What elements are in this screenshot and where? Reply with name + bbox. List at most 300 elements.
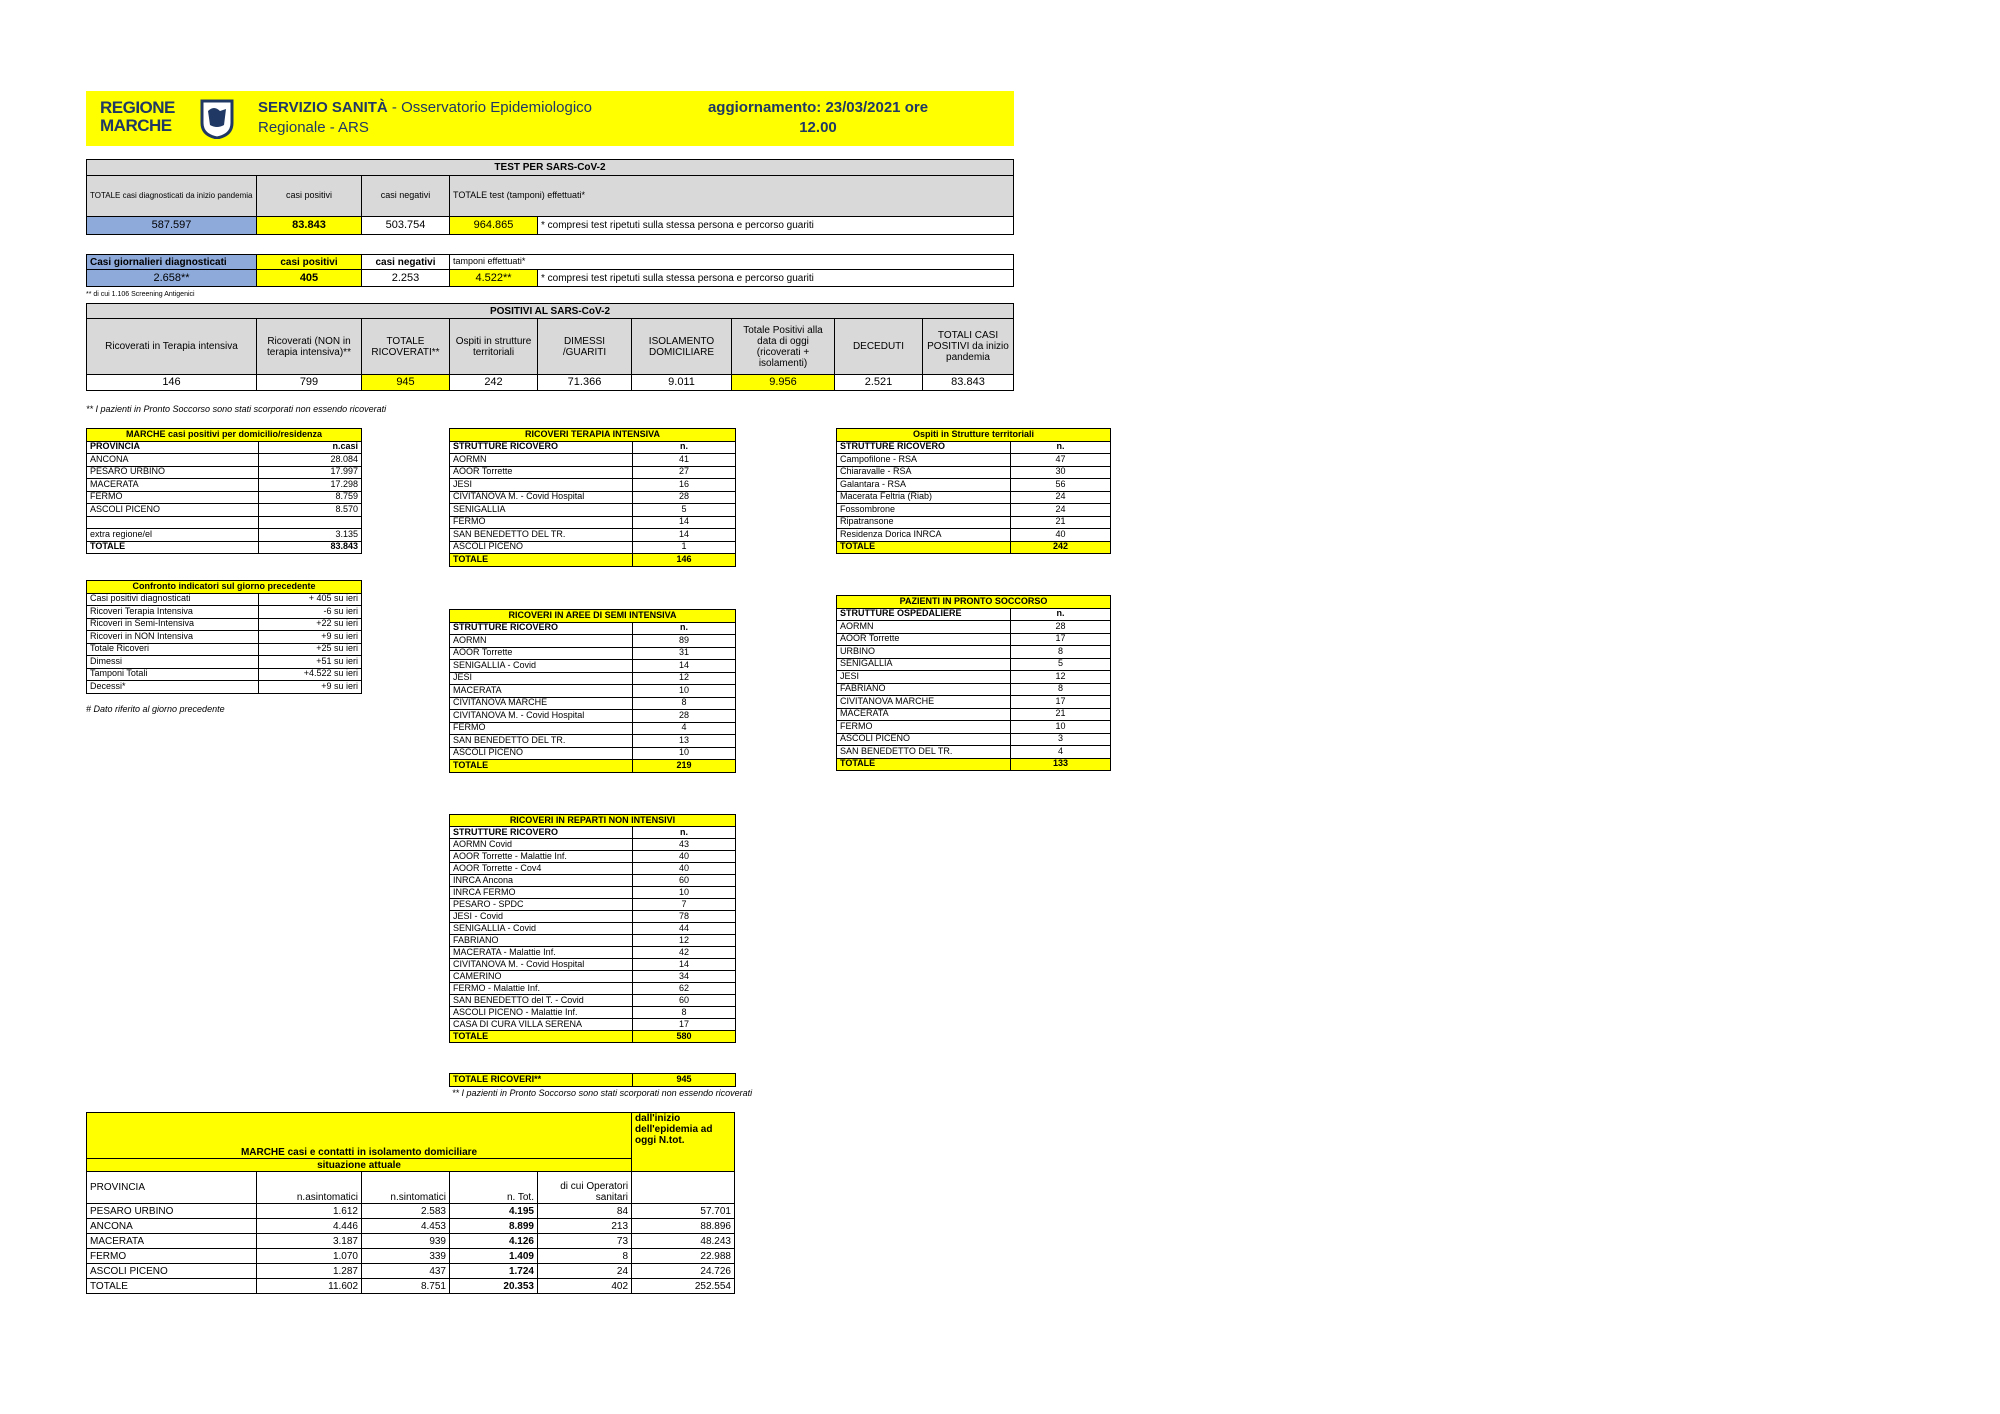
table-row <box>450 454 736 467</box>
ospiti-header-val: n. <box>1011 441 1111 454</box>
positivi-value: 146 <box>87 375 257 391</box>
row-name: AOOR Torrette <box>450 466 633 479</box>
row-name: JESI - Covid <box>450 911 633 923</box>
table-row <box>450 504 736 517</box>
table-row <box>87 516 362 529</box>
test-value-neg: 503.754 <box>362 217 450 235</box>
row-name: MACERATA <box>450 685 633 698</box>
row-value <box>259 516 362 529</box>
row-name: FERMO <box>87 491 259 504</box>
table-row <box>837 658 1111 671</box>
row-name: ANCONA <box>87 454 259 467</box>
table-row <box>450 851 736 863</box>
table-row-total <box>837 541 1111 554</box>
total-label: TOTALE <box>87 1279 257 1294</box>
row-tot: 8.899 <box>450 1219 538 1234</box>
row-value: 4 <box>1011 746 1111 759</box>
iso-header-blank <box>632 1172 735 1204</box>
province-title: MARCHE casi positivi per domicilio/residenza <box>87 429 362 442</box>
table-row <box>87 479 362 492</box>
total-label: TOTALE <box>837 758 1011 771</box>
row-tot: 1.409 <box>450 1249 538 1264</box>
total-value: 133 <box>1011 758 1111 771</box>
row-name: AOOR Torrette <box>450 647 633 660</box>
table-row-total <box>837 758 1111 771</box>
table-row <box>837 683 1111 696</box>
row-name: SENIGALLIA <box>837 658 1011 671</box>
daily-value-neg: 2.253 <box>362 270 450 287</box>
row-name: SENIGALLIA - Covid <box>450 923 633 935</box>
row-name: CIVITANOVA MARCHE <box>450 697 633 710</box>
positivi-header: Ospiti in strutture territoriali <box>450 319 538 375</box>
row-value: 12 <box>633 672 736 685</box>
row-value: 8 <box>1011 646 1111 659</box>
positivi-value: 83.843 <box>923 375 1014 391</box>
total-label: TOTALE <box>450 554 633 567</box>
table-row <box>87 1219 735 1234</box>
total-value: 83.843 <box>259 541 362 554</box>
positivi-header: Ricoverati (NON in terapia intensiva)** <box>257 319 362 375</box>
table-row <box>87 466 362 479</box>
row-name: JESI <box>837 671 1011 684</box>
test-header-total: TOTALE casi diagnosticati da inizio pandemia <box>87 176 257 217</box>
row-value: 40 <box>633 863 736 875</box>
table-row <box>87 631 362 644</box>
row-value: 30 <box>1011 466 1111 479</box>
row-value: 28 <box>633 710 736 723</box>
test-header-tamponi: TOTALE test (tamponi) effettuati* <box>450 176 1014 217</box>
table-row <box>450 541 736 554</box>
row-name: SAN BENEDETTO del T. - Covid <box>450 995 633 1007</box>
row-name: ASCOLI PICENO <box>450 541 633 554</box>
positivi-value-row <box>87 375 1014 391</box>
table-row <box>87 618 362 631</box>
row-value: 89 <box>633 635 736 648</box>
table-row-total <box>450 760 736 773</box>
table-row <box>837 454 1111 467</box>
row-asint: 1.070 <box>257 1249 362 1264</box>
row-name: PESARO - SPDC <box>450 899 633 911</box>
row-value: 10 <box>633 747 736 760</box>
row-value: 14 <box>633 516 736 529</box>
row-name: AOOR Torrette - Malattie Inf. <box>450 851 633 863</box>
total-tot: 20.353 <box>450 1279 538 1294</box>
row-value: 41 <box>633 454 736 467</box>
row-name: ASCOLI PICENO <box>450 747 633 760</box>
row-value: 5 <box>1011 658 1111 671</box>
row-name: Ripatransone <box>837 516 1011 529</box>
nonint-title: RICOVERI IN REPARTI NON INTENSIVI <box>450 815 736 827</box>
semi-table <box>449 609 736 773</box>
test-value-total: 587.597 <box>87 217 257 235</box>
table-row <box>450 863 736 875</box>
table-row <box>87 1204 735 1219</box>
row-name: PESARO URBINO <box>87 466 259 479</box>
table-row <box>87 491 362 504</box>
row-value: 17.298 <box>259 479 362 492</box>
positivi-header: DIMESSI /GUARITI <box>538 319 632 375</box>
row-name: Fossombrone <box>837 504 1011 517</box>
update-timestamp <box>668 98 968 138</box>
table-row <box>450 983 736 995</box>
table-row <box>450 935 736 947</box>
row-value: 42 <box>633 947 736 959</box>
table-row <box>450 672 736 685</box>
total-asint: 11.602 <box>257 1279 362 1294</box>
table-row <box>87 529 362 542</box>
row-value: +9 su ieri <box>259 681 362 694</box>
table-row-total <box>87 1279 735 1294</box>
table-row <box>837 708 1111 721</box>
logo-line-2: MARCHE <box>100 116 172 135</box>
table-row <box>87 1234 735 1249</box>
shield-icon <box>200 99 234 139</box>
total-value: 580 <box>633 1031 736 1043</box>
row-value: 27 <box>633 466 736 479</box>
row-name: CASA DI CURA VILLA SERENA <box>450 1019 633 1031</box>
total-value: 219 <box>633 760 736 773</box>
table-row <box>450 995 736 1007</box>
table-row <box>450 747 736 760</box>
row-value: 34 <box>633 971 736 983</box>
row-name: CIVITANOVA M. - Covid Hospital <box>450 959 633 971</box>
test-header-pos: casi positivi <box>257 176 362 217</box>
total-label: TOTALE <box>87 541 259 554</box>
row-value: 28 <box>633 491 736 504</box>
table-row <box>450 710 736 723</box>
table-row <box>450 635 736 648</box>
row-name: AORMN <box>450 635 633 648</box>
row-op: 213 <box>538 1219 632 1234</box>
semi-header-val: n. <box>633 622 736 635</box>
iso-subtitle: situazione attuale <box>87 1159 632 1172</box>
row-sint: 2.583 <box>362 1204 450 1219</box>
header-title <box>258 98 648 138</box>
row-name: ASCOLI PICENO - Malattie Inf. <box>450 1007 633 1019</box>
row-value: -6 su ieri <box>259 606 362 619</box>
row-name: JESI <box>450 672 633 685</box>
row-value: +4.522 su ieri <box>259 668 362 681</box>
row-name: CAMERINO <box>450 971 633 983</box>
row-name: Ricoveri Terapia Intensiva <box>87 606 259 619</box>
total-value: 242 <box>1011 541 1111 554</box>
row-value: 56 <box>1011 479 1111 492</box>
province-header-name: PROVINCIA <box>87 441 259 454</box>
iso-header-prov: PROVINCIA <box>87 1172 257 1204</box>
row-name: Totale Ricoveri <box>87 643 259 656</box>
total-value: 146 <box>633 554 736 567</box>
total-label: TOTALE <box>450 1031 633 1043</box>
row-name: SAN BENEDETTO DEL TR. <box>837 746 1011 759</box>
ti-header-name: STRUTTURE RICOVERO <box>450 441 633 454</box>
row-value: 16 <box>633 479 736 492</box>
row-name: FERMO <box>87 1249 257 1264</box>
daily-header-neg: casi negativi <box>362 255 450 270</box>
table-row <box>837 529 1111 542</box>
row-name: Residenza Dorica INRCA <box>837 529 1011 542</box>
row-value: 17 <box>1011 696 1111 709</box>
row-name: AOOR Torrette <box>837 633 1011 646</box>
row-asint: 1.287 <box>257 1264 362 1279</box>
test-value-pos: 83.843 <box>257 217 362 235</box>
row-value: 43 <box>633 839 736 851</box>
row-all: 24.726 <box>632 1264 735 1279</box>
table-row <box>450 660 736 673</box>
row-name: Dimessi <box>87 656 259 669</box>
row-value: 60 <box>633 995 736 1007</box>
nonint-table <box>449 814 736 1043</box>
daily-header-tamponi: tamponi effettuati* <box>450 255 1014 270</box>
positivi-note: ** I pazienti in Pronto Soccorso sono stati scorporati non essendo ricoverati <box>86 404 387 414</box>
row-name: FABRIANO <box>837 683 1011 696</box>
row-value: 10 <box>1011 721 1111 734</box>
row-value: 14 <box>633 959 736 971</box>
row-name: Galantara - RSA <box>837 479 1011 492</box>
row-all: 22.988 <box>632 1249 735 1264</box>
row-value: 3.135 <box>259 529 362 542</box>
positivi-header: TOTALI CASI POSITIVI da inizio pandemia <box>923 319 1014 375</box>
ospiti-table <box>836 428 1111 554</box>
update-line-1: aggiornamento: 23/03/2021 ore <box>707 99 929 116</box>
table-row <box>450 647 736 660</box>
row-value: + 405 su ieri <box>259 593 362 606</box>
row-name: AORMN <box>450 454 633 467</box>
table-row <box>837 696 1111 709</box>
row-value: 17 <box>1011 633 1111 646</box>
table-row <box>837 491 1111 504</box>
positivi-title: POSITIVI AL SARS-CoV-2 <box>87 304 1014 319</box>
row-value: 62 <box>633 983 736 995</box>
table-row <box>87 1264 735 1279</box>
table-row <box>450 479 736 492</box>
daily-header-pos: casi positivi <box>257 255 362 270</box>
row-name: Ricoveri in Semi-Intensiva <box>87 618 259 631</box>
confronto-table <box>86 580 362 694</box>
daily-note: * compresi test ripetuti sulla stessa persona e percorso guariti <box>538 270 1014 287</box>
semi-header-name: STRUTTURE RICOVERO <box>450 622 633 635</box>
row-value: 24 <box>1011 504 1111 517</box>
row-name: FERMO <box>450 722 633 735</box>
row-name: AORMN <box>837 621 1011 634</box>
ti-title: RICOVERI TERAPIA INTENSIVA <box>450 429 736 442</box>
row-name: SENIGALLIA <box>450 504 633 517</box>
header-banner <box>86 91 1014 146</box>
row-value: 17 <box>633 1019 736 1031</box>
table-row <box>87 668 362 681</box>
row-value: 14 <box>633 529 736 542</box>
table-row <box>87 606 362 619</box>
row-name: Ricoveri in NON Intensiva <box>87 631 259 644</box>
daily-value-tamponi: 4.522** <box>450 270 538 287</box>
table-row <box>450 887 736 899</box>
row-value: 12 <box>1011 671 1111 684</box>
ps-title: PAZIENTI IN PRONTO SOCCORSO <box>837 596 1111 609</box>
ti-header-val: n. <box>633 441 736 454</box>
table-row <box>450 947 736 959</box>
row-asint: 3.187 <box>257 1234 362 1249</box>
row-value: 21 <box>1011 708 1111 721</box>
row-tot: 1.724 <box>450 1264 538 1279</box>
row-value: 10 <box>633 887 736 899</box>
table-row <box>87 593 362 606</box>
row-value: 31 <box>633 647 736 660</box>
row-value: 10 <box>633 685 736 698</box>
table-row <box>450 529 736 542</box>
total-label: TOTALE <box>450 760 633 773</box>
total-all: 252.554 <box>632 1279 735 1294</box>
test-note: * compresi test ripetuti sulla stessa persona e percorso guariti <box>538 217 1014 235</box>
row-value: +51 su ieri <box>259 656 362 669</box>
row-name: FERMO <box>450 516 633 529</box>
row-value: 8 <box>633 1007 736 1019</box>
row-name: CIVITANOVA MARCHE <box>837 696 1011 709</box>
table-row <box>87 454 362 467</box>
table-row <box>837 646 1111 659</box>
table-row <box>450 959 736 971</box>
row-name: SENIGALLIA - Covid <box>450 660 633 673</box>
ospiti-header-name: STRUTTURE RICOVERO <box>837 441 1011 454</box>
ospiti-title: Ospiti in Strutture territoriali <box>837 429 1111 442</box>
table-row <box>837 504 1111 517</box>
row-value: +9 su ieri <box>259 631 362 644</box>
total-sint: 8.751 <box>362 1279 450 1294</box>
iso-table <box>86 1112 735 1294</box>
positivi-header-row <box>87 319 1014 375</box>
row-value: 3 <box>1011 733 1111 746</box>
row-all: 88.896 <box>632 1219 735 1234</box>
table-row <box>450 1019 736 1031</box>
confronto-title: Confronto indicatori sul giorno precedente <box>87 581 362 594</box>
positivi-header: TOTALE RICOVERATI** <box>362 319 450 375</box>
table-row <box>87 643 362 656</box>
row-op: 73 <box>538 1234 632 1249</box>
table-row <box>837 746 1111 759</box>
row-name: PESARO URBINO <box>87 1204 257 1219</box>
row-name <box>87 516 259 529</box>
daily-value-pos: 405 <box>257 270 362 287</box>
iso-title: MARCHE casi e contatti in isolamento domiciliare <box>87 1113 632 1159</box>
iso-side-header: dall'inizio dell'epidemia ad oggi N.tot. <box>632 1113 735 1172</box>
table-row <box>837 466 1111 479</box>
logo-line-1: REGIONE <box>100 98 175 117</box>
positivi-header: ISOLAMENTO DOMICILIARE <box>632 319 732 375</box>
row-name: ASCOLI PICENO <box>837 733 1011 746</box>
test-header-neg: casi negativi <box>362 176 450 217</box>
row-value: 17.997 <box>259 466 362 479</box>
row-name: AORMN Covid <box>450 839 633 851</box>
row-value: 7 <box>633 899 736 911</box>
table-row <box>450 923 736 935</box>
row-value: 8.759 <box>259 491 362 504</box>
row-name: MACERATA - Malattie Inf. <box>450 947 633 959</box>
iso-header-tot: n. Tot. <box>450 1172 538 1204</box>
table-row <box>87 656 362 669</box>
row-name: ANCONA <box>87 1219 257 1234</box>
positivi-table <box>86 303 1014 391</box>
update-line-2: 12.00 <box>799 119 837 136</box>
ps-header-name: STRUTTURE OSPEDALIERE <box>837 608 1011 621</box>
total-label: TOTALE <box>837 541 1011 554</box>
row-name: JESI <box>450 479 633 492</box>
ti-table <box>449 428 736 567</box>
row-name: CIVITANOVA M. - Covid Hospital <box>450 710 633 723</box>
positivi-header: Totale Positivi alla data di oggi (ricoverati + isolamenti) <box>732 319 835 375</box>
table-row <box>837 733 1111 746</box>
row-name: AOOR Torrette - Cov4 <box>450 863 633 875</box>
row-name: INRCA Ancona <box>450 875 633 887</box>
row-name: ASCOLI PICENO <box>87 1264 257 1279</box>
table-row <box>450 911 736 923</box>
table-row <box>450 466 736 479</box>
row-name: URBINO <box>837 646 1011 659</box>
confronto-note: # Dato riferito al giorno precedente <box>86 704 225 714</box>
row-op: 84 <box>538 1204 632 1219</box>
header-title-rest: - Osservatorio Epidemiologico <box>387 99 593 116</box>
table-row <box>450 971 736 983</box>
row-value: 60 <box>633 875 736 887</box>
daily-footnote: ** di cui 1.106 Screening Antigenici <box>86 291 195 298</box>
row-op: 8 <box>538 1249 632 1264</box>
table-row <box>837 621 1111 634</box>
table-row <box>450 875 736 887</box>
table-row <box>87 504 362 517</box>
table-row <box>837 479 1111 492</box>
positivi-value: 9.956 <box>732 375 835 391</box>
province-header-val: n.casi <box>259 441 362 454</box>
row-name: CIVITANOVA M. - Covid Hospital <box>450 491 633 504</box>
table-row <box>87 1249 735 1264</box>
row-name: Macerata Feltria (Riab) <box>837 491 1011 504</box>
row-value: 12 <box>633 935 736 947</box>
row-value: 28 <box>1011 621 1111 634</box>
semi-title: RICOVERI IN AREE DI SEMI INTENSIVA <box>450 610 736 623</box>
totric-note: ** I pazienti in Pronto Soccorso sono stati scorporati non essendo ricoverati <box>452 1088 753 1098</box>
totric-table <box>449 1073 736 1087</box>
positivi-value: 71.366 <box>538 375 632 391</box>
iso-header-asint: n.asintomatici <box>257 1172 362 1204</box>
row-tot: 4.195 <box>450 1204 538 1219</box>
test-table <box>86 159 1014 235</box>
table-row-total <box>87 541 362 554</box>
row-value: 8 <box>1011 683 1111 696</box>
row-sint: 4.453 <box>362 1219 450 1234</box>
positivi-value: 9.011 <box>632 375 732 391</box>
row-name: FERMO <box>837 721 1011 734</box>
row-value: 78 <box>633 911 736 923</box>
ps-header-val: n. <box>1011 608 1111 621</box>
row-value: 1 <box>633 541 736 554</box>
header-title-line2: Regionale - ARS <box>258 119 369 136</box>
nonint-header-val: n. <box>633 827 736 839</box>
row-name: SAN BENEDETTO DEL TR. <box>450 735 633 748</box>
totric-value: 945 <box>633 1074 736 1087</box>
table-row-total <box>450 554 736 567</box>
table-row <box>837 721 1111 734</box>
row-tot: 4.126 <box>450 1234 538 1249</box>
table-row <box>450 899 736 911</box>
table-row <box>837 671 1111 684</box>
table-row <box>450 685 736 698</box>
row-name: MACERATA <box>87 1234 257 1249</box>
table-row <box>450 722 736 735</box>
row-name: Campofilone - RSA <box>837 454 1011 467</box>
row-name: extra regione/el <box>87 529 259 542</box>
row-name: MACERATA <box>837 708 1011 721</box>
row-sint: 437 <box>362 1264 450 1279</box>
table-row <box>450 516 736 529</box>
row-value: 14 <box>633 660 736 673</box>
row-all: 57.701 <box>632 1204 735 1219</box>
